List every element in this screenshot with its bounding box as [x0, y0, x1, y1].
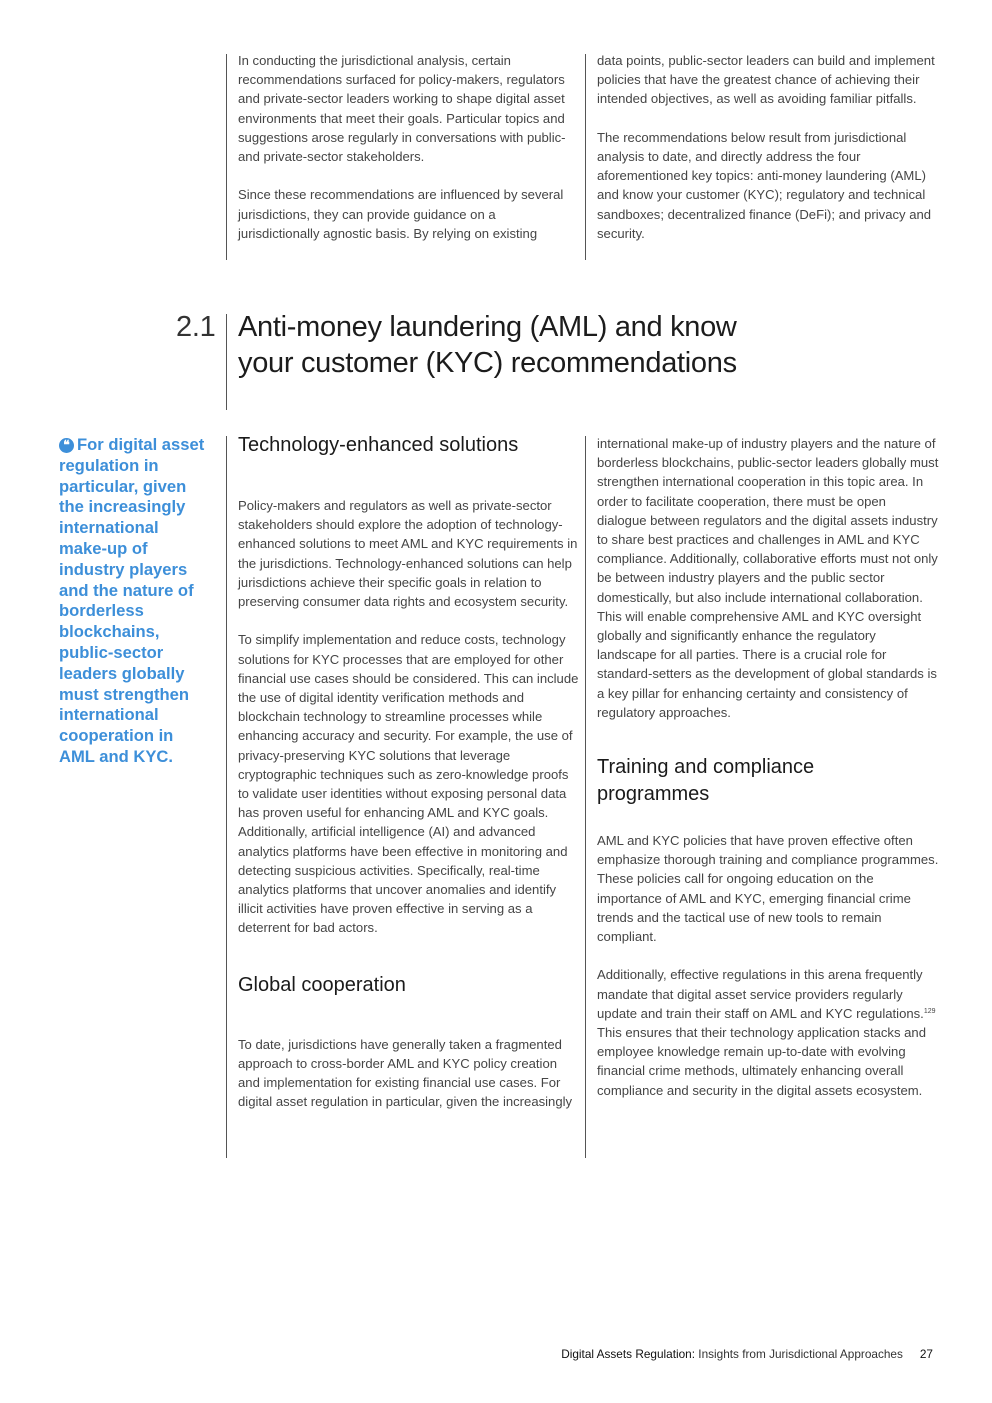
intro-left-rule	[226, 54, 227, 260]
intro-paragraph: data points, public-sector leaders can build and implement policies that have the greatest chance of achieving their intended objectives, as well as avoiding familiar pitfalls.	[597, 53, 935, 107]
footnote-reference[interactable]: 129	[923, 1007, 936, 1015]
page-number: 27	[919, 1347, 933, 1361]
quote-icon: ❝	[59, 438, 74, 453]
footer-report-title: Digital Assets Regulation:	[561, 1347, 696, 1361]
section-number: 2.1	[176, 311, 216, 343]
pull-quote-text: For digital asset regulation in particular, given the increasingly international make-up of industry players and the nature of borderless blockchains, public-sector leaders globally must strengthen international cooperation in AML and KYC.	[59, 435, 205, 766]
main-left-rule	[226, 436, 227, 1158]
main-middle-rule	[585, 436, 586, 1158]
main-column-right	[597, 434, 939, 1100]
intro-middle-rule	[585, 54, 586, 260]
pull-quote	[59, 435, 209, 768]
intro-paragraph: The recommendations below result from jurisdictional analysis to date, and directly address the four aforementioned key topics: anti-money laundering (AML) and know your customer (KYC); regulatory and technical sandboxes; decentralized finance (DeFi); and privacy and security.	[597, 129, 932, 241]
intro-paragraph: In conducting the jurisdictional analysis, certain recommendations surfaced for policy-makers, regulators and private-sector leaders working to shape digital asset environments that meet their goals. Particular topics and suggestions arose regularly in conversations with public- and private-sector stakeholders.	[238, 53, 566, 165]
body-paragraph: international make-up of industry players and the nature of borderless blockchains, public-sector leaders globally must strengthen international cooperation in this topic area. In order to facilitate cooperation, there must be open dialogue between regulators and the digital assets industry to share best practices and challenges in AML and KYC compliance. Additionally, collaborative efforts must not only be between industry players and the public sector domestically, but also include international collaboration. This will enable comprehensive AML and KYC oversight globally and significantly enhance the regulatory landscape for all parties. There is a crucial role for standard-setters as the development of global standards is a key pillar for enhancing certainty and consistency of regulatory approaches.	[597, 436, 939, 720]
intro-column-right	[597, 51, 939, 243]
body-paragraph: To simplify implementation and reduce costs, technology solutions for KYC processes that are employed for other financial use cases should be considered. This can include the use of digital identity verification methods and blockchain technology to streamline processes while enhancing accuracy and security. For example, the use of privacy-preserving KYC solutions that leverage cryptographic techniques such as zero-knowledge proofs to validate user identities without exposing personal data has proven useful for enhancing AML and KYC goals. Additionally, artificial intelligence (AI) and advanced analytics platforms have been effective in monitoring and detecting suspicious activities. Specifically, real-time analytics platforms that uncover anomalies and identify illicit activities have proven effective in serving as a deterrent for bad actors.	[238, 632, 579, 936]
body-paragraph	[597, 965, 939, 1099]
section-rule	[226, 314, 227, 410]
subheading-technology-enhanced-solutions: Technology-enhanced solutions	[238, 434, 519, 456]
section-title-line: your customer (KYC) recommendations	[238, 347, 737, 379]
body-paragraph: To date, jurisdictions have generally taken a fragmented approach to cross-border AML and KYC policy creation and implementation for existing financial use cases. For digital asset regulation in particular, given the increasingly	[238, 1036, 573, 1110]
subheading-global-cooperation: Global cooperation	[238, 973, 406, 996]
section-title	[238, 309, 938, 381]
body-paragraph: Policy-makers and regulators as well as private-sector stakeholders should explore the adoption of technology-enhanced solutions to meet AML and KYC requirements in the jurisdictions. Technology-enhanced solutions can help jurisdictions achieve their specific goals in relation to preserving consumer data rights and ecosystem security.	[238, 498, 578, 610]
body-paragraph: AML and KYC policies that have proven effective often emphasize thorough training and compliance programmes. These policies call for ongoing education on the importance of AML and KYC, emerging financial crime trends and the tactical use of new tools to remain compliant.	[597, 833, 939, 945]
main-column-left	[238, 432, 580, 1111]
section-title-line: Anti-money laundering (AML) and know	[238, 311, 737, 343]
intro-column-left	[238, 51, 580, 243]
subheading-training-and-compliance: Training and compliance programmes	[597, 756, 815, 806]
body-text-span: This ensures that their technology application stacks and employee knowledge remain up-to-date with evolving financial crime methods, ultimately enhancing overall compliance and security in the digital assets ecosystem.	[597, 1025, 926, 1098]
page-footer	[561, 1347, 933, 1361]
intro-paragraph: Since these recommendations are influenced by several jurisdictions, they can provide guidance on a jurisdictionally agnostic basis. By relying on existing	[238, 187, 564, 241]
footer-report-subtitle: Insights from Jurisdictional Approaches	[695, 1347, 903, 1361]
body-text-span: Additionally, effective regulations in this arena frequently mandate that digital asset service providers regularly update and train their staff on AML and KYC regulations.	[597, 967, 924, 1021]
